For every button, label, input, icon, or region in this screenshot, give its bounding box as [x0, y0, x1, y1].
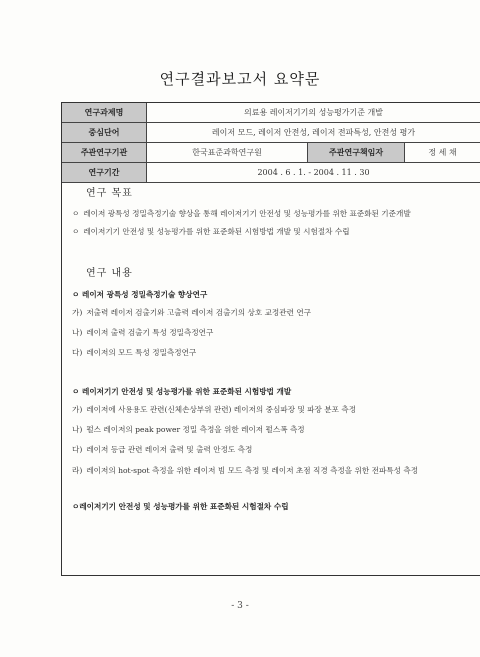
list-item: [72, 445, 474, 455]
section-heading: ㅇ 레이저 광특성 정밀측정기술 향상연구: [72, 289, 208, 299]
list-item: [72, 466, 474, 476]
goal-text: 레이저기기 안전성 및 성능평가를 위한 표준화된 시험방법 개발 및 시험절차 수립: [83, 226, 350, 236]
period-label: 연구기간: [62, 163, 147, 183]
item-marker: 가): [72, 404, 83, 414]
item-text: 레이저 출력 검출기 특성 정밀측정연구: [86, 328, 214, 337]
institution-value: 한국표준과학연구원: [147, 143, 308, 163]
project-value: 의료용 레이저기기의 성능평가기준 개발: [147, 103, 480, 123]
list-item: [72, 328, 474, 338]
director-value: 정 세 채: [405, 143, 480, 163]
content-title: 연구 내용: [86, 268, 133, 279]
item-marker: 다): [72, 445, 83, 455]
final-heading: ㅇ레이저기기 안전성 및 성능평가를 위한 표준화된 시험절차 수립: [72, 501, 289, 511]
goal-marker: ㅇ: [72, 226, 80, 236]
director-label: 주관연구책임자: [308, 143, 405, 163]
institution-label: 주관연구기관: [62, 143, 147, 163]
item-text: 펄스 레이저의 peak power 정밀 측정을 위한 레이저 펄스폭 측정: [86, 425, 305, 434]
info-row-keywords: [62, 123, 480, 143]
item-text: 레이저 등급 관련 레이저 출력 및 출력 안정도 측정: [86, 445, 253, 455]
item-text: 저출력 레이저 검출기와 고출력 레이저 검출기의 상호 교정관련 연구: [86, 307, 312, 317]
list-item: [72, 308, 474, 318]
goal-item: [72, 209, 474, 219]
info-row-project: [62, 103, 480, 123]
goal-item: [72, 227, 474, 237]
item-marker: 나): [72, 425, 83, 434]
list-item: [72, 405, 474, 415]
item-text: 레이저의 모드 특성 정밀측정연구: [86, 348, 197, 358]
project-label: 연구과제명: [62, 103, 147, 123]
goal-text: 레이저 광특성 정밀측정기술 향상을 통해 레이저기기 안전성 및 성능평가를 위한 표준화된 기준개발: [83, 208, 411, 218]
goals-title: 연구 목표: [86, 188, 133, 199]
list-item: [72, 425, 474, 435]
item-marker: 라): [72, 465, 83, 475]
item-marker: 가): [72, 307, 83, 317]
item-text: 레이저의 hot-spot 측정을 위한 레이저 빔 모드 측정 및 레이저 초점 직경 측정을 위한 전파특성 측정: [86, 465, 419, 475]
keywords-value: 레이저 모드, 레이저 안전성, 레이저 전파특성, 안전성 평가: [147, 123, 480, 143]
info-row-period: [62, 163, 480, 183]
section-heading: ㅇ 레이저기기 안전성 및 성능평가를 위한 표준화된 시험방법 개발: [72, 386, 292, 396]
item-marker: 나): [72, 328, 83, 337]
info-table: [62, 103, 480, 183]
summary-content: [62, 183, 480, 512]
list-item: [72, 348, 474, 358]
info-row-institution: [62, 143, 480, 163]
page-number: - 3 -: [231, 601, 249, 611]
item-text: 레이저에 사용용도 관련(신체손상부위 관련) 레이저의 중심파장 및 파장 분포 측정: [86, 404, 357, 414]
goal-marker: ㅇ: [72, 208, 80, 218]
period-value: 2004 . 6 . 1. - 2004 . 11 . 30: [147, 163, 480, 183]
item-marker: 다): [72, 348, 83, 358]
document-title: 연구결과보고서 요약문: [159, 70, 321, 88]
keywords-label: 중심단어: [62, 123, 147, 143]
summary-frame: [61, 102, 480, 576]
